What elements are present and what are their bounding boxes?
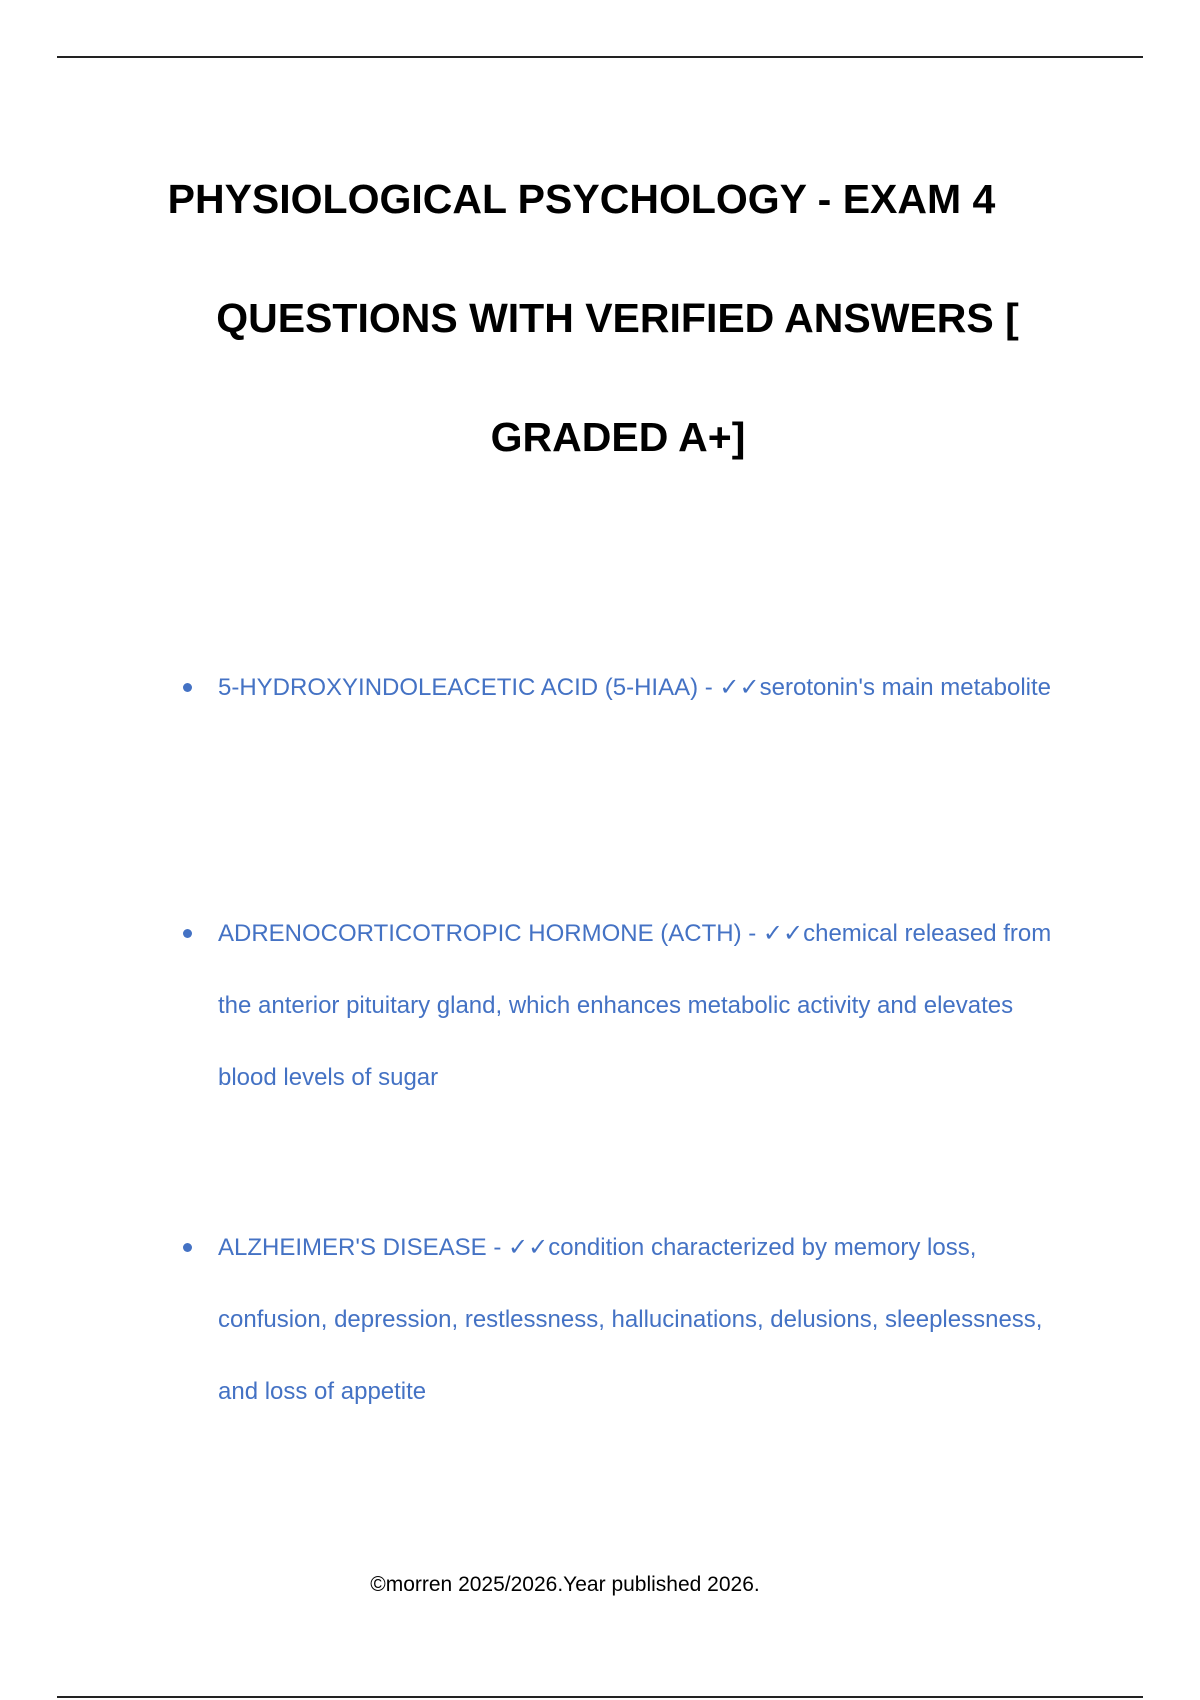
bullet-dot-icon <box>183 1243 192 1252</box>
qa-item-text: 5-HYDROXYINDOLEACETIC ACID (5-HIAA) - ✓✓serotonin's main metabolite <box>218 674 1052 701</box>
qa-item <box>218 1212 1078 1428</box>
qa-item-text: ALZHEIMER'S DISEASE - ✓✓condition characterized by memory loss, confusion, depression, restlessness, hallucinations, delusions, sleeplessness, and loss of appetite <box>218 1234 1043 1405</box>
top-rule <box>57 56 1143 58</box>
qa-item <box>218 898 1078 1114</box>
bottom-rule <box>57 1696 1143 1698</box>
qa-item <box>218 652 1078 724</box>
copyright-footer: ©morren 2025/2026.Year published 2026. <box>370 1573 760 1596</box>
qa-item-text: ADRENOCORTICOTROPIC HORMONE (ACTH) - ✓✓chemical released from the anterior pituitary gland, which enhances metabolic activity and elevates blood levels of sugar <box>218 920 1052 1091</box>
bullet-dot-icon <box>183 683 192 692</box>
title-line-2: QUESTIONS WITH VERIFIED ANSWERS [ <box>216 295 1019 341</box>
document-title <box>0 140 1200 497</box>
title-line-1: PHYSIOLOGICAL PSYCHOLOGY - EXAM 4 <box>167 176 996 222</box>
title-line-3: GRADED A+] <box>490 414 746 460</box>
bullet-dot-icon <box>183 929 192 938</box>
